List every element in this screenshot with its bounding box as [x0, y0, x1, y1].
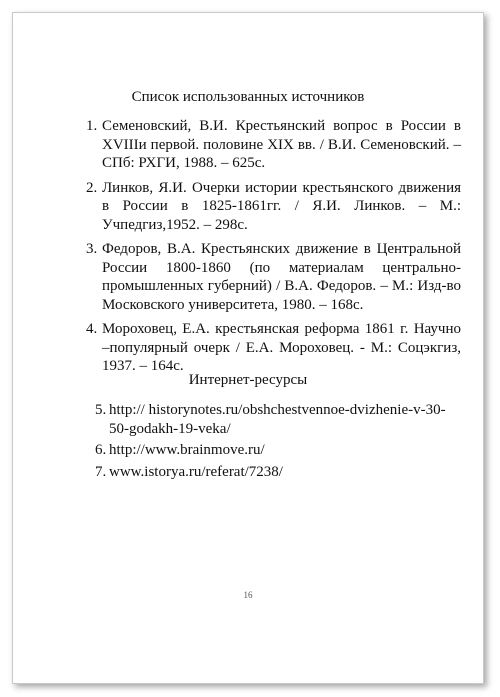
source-item	[86, 117, 461, 173]
internet-resource-item	[95, 463, 463, 482]
source-text: Семеновский, В.И. Крестьянский вопрос в России в XVIIIи первой. половине XIX вв. / В.И. Семеновский. – СПб: РХГИ, 1988. – 625с.	[102, 118, 461, 171]
source-item	[86, 240, 461, 314]
resource-link: http:// historynotes.ru/obshchestvennoe-dvizhenie-v-30-50-godakh-19-veka/	[109, 402, 446, 437]
resource-link: http://www.brainmove.ru/	[109, 442, 265, 458]
resource-number: 5.	[95, 402, 107, 418]
source-item	[86, 320, 461, 376]
internet-resource-item	[95, 441, 463, 460]
resource-number: 6.	[95, 442, 107, 458]
internet-resource-item	[95, 401, 463, 438]
source-number: 4.	[86, 321, 98, 337]
source-text: Мороховец, Е.А. крестьянская реформа 1861 г. Научно –популярный очерк / Е.А. Мороховец. - М.: Соцэкгиз, 1937. – 164с.	[102, 321, 461, 374]
source-number: 2.	[86, 179, 98, 196]
internet-resources-list	[95, 401, 463, 484]
source-text: Федоров, В.А. Крестьянских движение в Центральной России 1800-1860 (по материалам центрально-промышленных губерний) / В.А. Федоров. – М.: Изд-во Московского университета, 1980. – 168с.	[102, 241, 461, 313]
resource-link: www.istorya.ru/referat/7238/	[109, 463, 283, 480]
resource-number: 7.	[95, 463, 107, 480]
source-number: 1.	[86, 118, 98, 134]
source-number: 3.	[86, 241, 98, 257]
document-page	[12, 12, 484, 684]
internet-resources-heading: Интернет-ресурсы	[188, 372, 308, 388]
sources-list	[86, 117, 461, 382]
sources-heading: Список использованных источников	[131, 89, 365, 105]
source-item	[86, 179, 461, 235]
page-number: 16	[243, 590, 253, 600]
source-text: Линков, Я.И. Очерки истории крестьянского движения в России в 1825-1861гг. / Я.И. Линков. – М.: Учпедгиз,1952. – 298с.	[102, 179, 461, 233]
